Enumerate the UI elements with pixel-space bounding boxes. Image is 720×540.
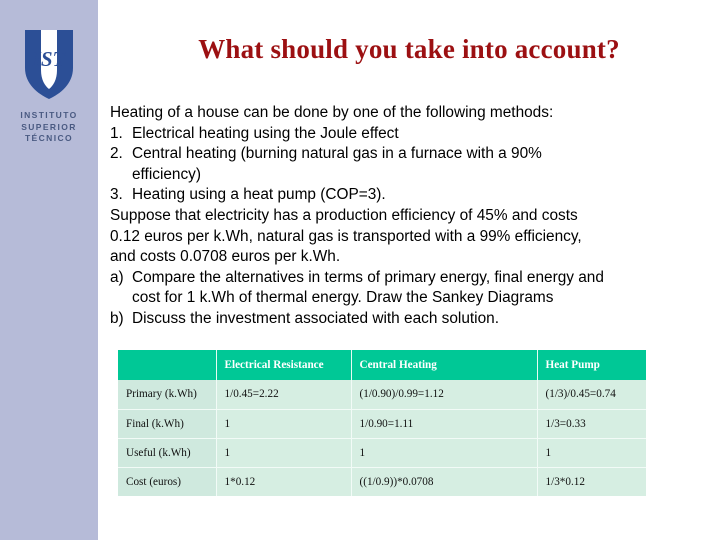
assumption-line-2: 0.12 euros per k.Wh, natural gas is transported with a 99% efficiency, xyxy=(110,227,582,245)
cell-useful-central: 1 xyxy=(351,438,537,467)
question-text-a-cont: cost for 1 k.Wh of thermal energy. Draw the Sankey Diagrams xyxy=(132,289,554,307)
row-label-final: Final (k.Wh) xyxy=(118,409,216,438)
slide-title: What should you take into account? xyxy=(198,34,620,64)
cell-final-electrical: 1 xyxy=(216,409,351,438)
method-text-3: Heating using a heat pump (COP=3). xyxy=(132,186,386,204)
cell-useful-electrical: 1 xyxy=(216,438,351,467)
table-header-row xyxy=(118,350,646,380)
row-label-useful: Useful (k.Wh) xyxy=(118,438,216,467)
left-sidebar-band xyxy=(0,0,98,540)
cell-cost-central: ((1/0.9))*0.0708 xyxy=(351,467,537,496)
cell-final-heatpump: 1/3=0.33 xyxy=(537,409,646,438)
cell-cost-electrical: 1*0.12 xyxy=(216,467,351,496)
logo-line-2: SUPERIOR xyxy=(21,121,77,132)
cell-final-central: 1/0.90=1.11 xyxy=(351,409,537,438)
table-header-central-heating: Central Heating xyxy=(351,350,537,380)
question-item-a xyxy=(110,268,710,289)
method-item-2 xyxy=(110,144,710,165)
method-marker-2: 2. xyxy=(110,145,123,163)
row-label-primary: Primary (k.Wh) xyxy=(118,380,216,409)
assumption-line-3: and costs 0.0708 euros per k.Wh. xyxy=(110,248,341,266)
comparison-table-wrapper xyxy=(118,350,646,496)
question-marker-a: a) xyxy=(110,268,124,286)
cell-primary-heatpump: (1/3)/0.45=0.74 xyxy=(537,380,646,409)
table-header-corner xyxy=(118,350,216,380)
question-item-b xyxy=(110,309,710,330)
svg-text:IST: IST xyxy=(32,47,66,71)
comparison-table xyxy=(118,350,646,496)
logo-line-3: TÉCNICO xyxy=(24,133,74,143)
question-text-a: Compare the alternatives in terms of primary energy, final energy and xyxy=(132,268,604,286)
logo-wordmark xyxy=(0,110,98,145)
question-marker-b: b) xyxy=(110,309,124,327)
table-row xyxy=(118,438,646,467)
method-text-1: Electrical heating using the Joule effect xyxy=(132,124,399,142)
table-header-heat-pump: Heat Pump xyxy=(537,350,646,380)
table-row xyxy=(118,467,646,496)
assumption-line-1: Suppose that electricity has a production efficiency of 45% and costs xyxy=(110,206,578,224)
method-text-2: Central heating (burning natural gas in a furnace with a 90% xyxy=(132,145,542,163)
slide-body xyxy=(110,103,710,330)
ist-shield-icon xyxy=(0,24,98,104)
cell-useful-heatpump: 1 xyxy=(537,438,646,467)
row-label-cost: Cost (euros) xyxy=(118,467,216,496)
method-marker-1: 1. xyxy=(110,124,123,142)
cell-cost-heatpump: 1/3*0.12 xyxy=(537,467,646,496)
institution-logo xyxy=(0,24,98,145)
logo-line-1: INSTITUTO xyxy=(20,110,78,120)
method-item-1 xyxy=(110,124,710,145)
table-row xyxy=(118,409,646,438)
table-row xyxy=(118,380,646,409)
cell-primary-central: (1/0.90)/0.99=1.12 xyxy=(351,380,537,409)
cell-primary-electrical: 1/0.45=2.22 xyxy=(216,380,351,409)
question-text-b: Discuss the investment associated with each solution. xyxy=(132,309,499,327)
table-header-electrical-resistance: Electrical Resistance xyxy=(216,350,351,380)
method-text-2-cont: efficiency) xyxy=(132,165,202,183)
method-marker-3: 3. xyxy=(110,186,123,204)
body-intro: Heating of a house can be done by one of the following methods: xyxy=(110,104,554,121)
method-item-3 xyxy=(110,185,710,206)
